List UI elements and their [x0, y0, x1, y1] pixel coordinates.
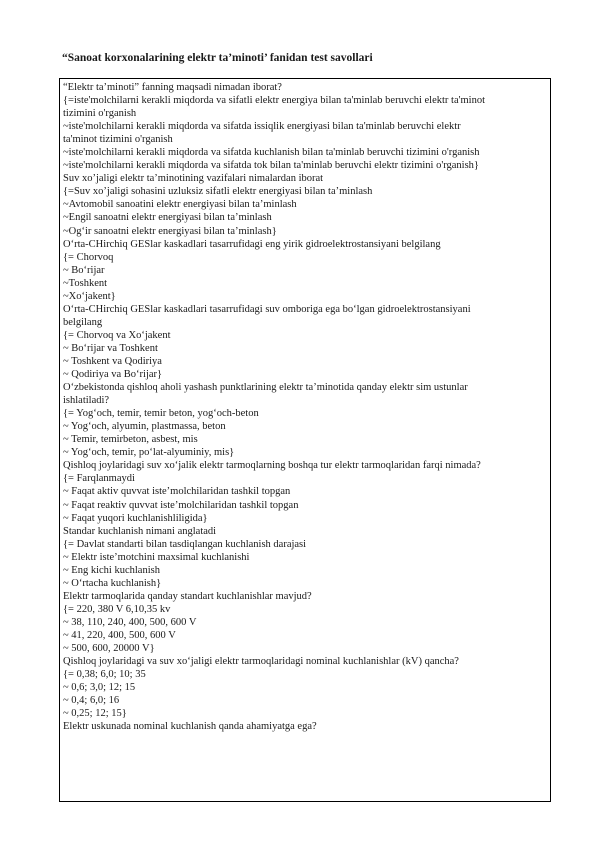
text-line: ~ 500, 600, 20000 V}: [63, 643, 155, 655]
text-line: ~Avtomobil sanoatini elektr energiyasi bilan ta’minlash: [63, 199, 297, 211]
text-line: ~Toshkent: [63, 277, 108, 289]
text-line: ~ Yog‘och, temir, po‘lat-alyuminiy, mis}: [63, 447, 235, 459]
text-line: ~ Toshkent va Qodiriya: [63, 355, 162, 367]
text-line: ~ 38, 110, 240, 400, 500, 600 V: [63, 616, 197, 628]
text-line: O‘rta-CHirchiq GESlar kaskadlari tasarrufidagi suv omboriga ega bo‘lgan gidroelektrostansiyani: [63, 303, 471, 315]
text-line: Standar kuchlanish nimani anglatadi: [63, 525, 217, 537]
text-line: ~iste'molchilarni kerakli miqdorda va sifatda kuchlanish bilan ta'minlab beruvchi tizimini o'rganish: [63, 147, 480, 159]
text-line: “Elektr ta’minoti” fanning maqsadi nimadan iborat?: [63, 82, 282, 93]
text-line: ~iste'molchilarni kerakli miqdorda va sifatda tok bilan ta'minlab beruvchi elektr tizimini o'rganish}: [63, 160, 479, 172]
text-line: {= Chorvoq: [63, 251, 114, 263]
text-line: {= 220, 380 V 6,10,35 kv: [63, 603, 171, 615]
text-line: ~Xo‘jakent}: [63, 290, 116, 302]
text-line: ~ 41, 220, 400, 500, 600 V: [63, 629, 176, 641]
text-line: {= Davlat standarti bilan tasdiqlangan kuchlanish darajasi: [63, 538, 307, 550]
text-line: ta'minot tizimini o'rganish: [63, 134, 173, 146]
text-line: {= Yog‘och, temir, temir beton, yog‘och-beton: [63, 408, 259, 420]
text-line: ~ Elektr iste’motchini maxsimal kuchlanishi: [63, 551, 250, 563]
text-line: {=Suv xo’jaligi sohasini uzluksiz sifatli elektr energiyasi bilan ta’minlash: [63, 186, 373, 198]
text-line: belgilang: [63, 316, 103, 328]
text-line: tizimini o'rganish: [63, 108, 137, 120]
text-line: ~ 0,6; 3,0; 12; 15: [63, 682, 136, 694]
text-line: ~ Bo‘rijar: [63, 264, 105, 276]
text-line: ~Engil sanoatni elektr energiyasi bilan ta’minlash: [63, 212, 272, 224]
text-line: ~ Qodiriya va Bo‘rijar}: [63, 369, 163, 381]
text-line: {= Chorvoq va Xo‘jakent: [63, 329, 171, 341]
text-line: {= 0,38; 6,0; 10; 35: [63, 669, 146, 681]
text-line: {= Farqlanmaydi: [63, 473, 135, 485]
question-box: [59, 78, 551, 802]
text-line: ~ O‘rtacha kuchlanish}: [63, 577, 162, 589]
text-line: ~ Faqat yuqori kuchlanishliligida}: [63, 512, 208, 524]
text-line: Elektr tarmoqlarida qanday standart kuchlanishlar mavjud?: [63, 590, 312, 602]
text-line: ishlatiladi?: [63, 395, 110, 407]
text-line: ~ Faqat aktiv quvvat iste’molchilaridan tashkil topgan: [63, 486, 291, 498]
text-line: ~Og‘ir sanoatni elektr energiyasi bilan ta’minlash}: [63, 225, 277, 237]
text-line: ~ Temir, temirbeton, asbest, mis: [63, 434, 198, 446]
text-line: Qishloq joylaridagi suv xo‘jalik elektr tarmoqlarning boshqa tur elektr tarmoqlaridan farqi nimada?: [63, 460, 481, 472]
text-line: {=iste'molchilarni kerakli miqdorda va sifatli elektr energiya bilan ta'minlab beruvchi elektr ta'minot: [63, 95, 486, 107]
text-line: Qishloq joylaridagi va suv xo‘jaligi elektr tarmoqlaridagi nominal kuchlanishlar (kV) qancha?: [63, 656, 459, 668]
document-title: “Sanoat korxonalarining elektr ta’minoti’ fanidan test savollari: [62, 52, 373, 64]
text-line: ~ Eng kichi kuchlanish: [63, 564, 160, 576]
text-line: ~ Faqat reaktiv quvvat iste’molchilaridan tashkil topgan: [63, 499, 299, 511]
text-line: ~ 0,4; 6,0; 16: [63, 695, 120, 707]
text-line: Suv xo’jaligi elektr ta’minotining vazifalari nimalardan iborat: [63, 173, 324, 185]
text-line: ~ Yog‘och, alyumin, plastmassa, beton: [63, 421, 226, 433]
text-line: ~iste'molchilarni kerakli miqdorda va sifatda issiqlik energiyasi bilan ta'minlab beruvchi elektr: [63, 121, 461, 133]
text-line: O‘zbekistonda qishloq aholi yashash punktlarining elektr ta’minotida qanday elektr sim ustunlar: [63, 382, 468, 394]
text-line: O‘rta-CHirchiq GESlar kaskadlari tasarrufidagi eng yirik gidroelektrostansiyani belgilang: [63, 238, 441, 250]
text-line: ~ Bo‘rijar va Toshkent: [63, 342, 158, 354]
text-line: Elektr uskunada nominal kuchlanish qanda ahamiyatga ega?: [63, 721, 317, 733]
text-line: ~ 0,25; 12; 15}: [63, 708, 127, 720]
